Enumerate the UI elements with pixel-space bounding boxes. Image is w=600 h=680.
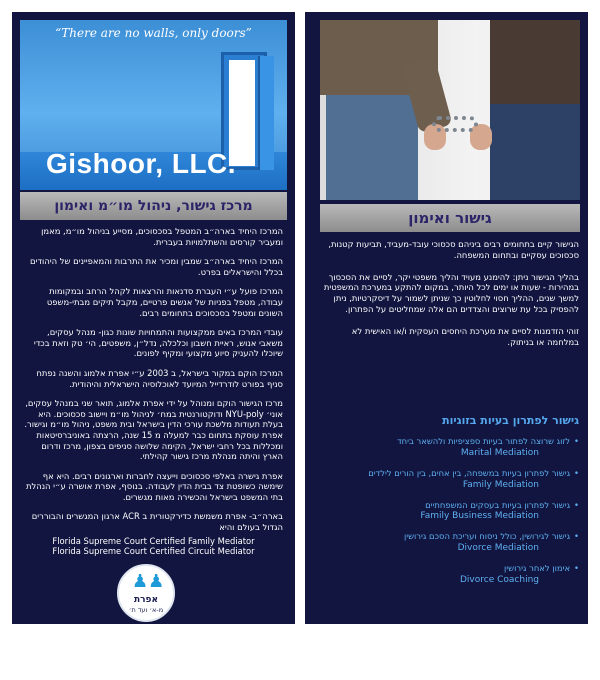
- right-title: גישור ואימון: [320, 204, 580, 232]
- hero-image: [20, 20, 287, 190]
- left-paragraph: המרכז היחיד בארה״ב שמבין ומכיר את התרבות והמאפיינים של היהודים בכלל והישראלים בפרט.: [30, 256, 283, 277]
- chain-icon: [432, 116, 478, 132]
- service-description: • גישור לפתרון בעיות בעסקים המשפחתיים: [321, 500, 579, 511]
- service-item: [321, 563, 579, 585]
- service-description: • גישור לגירושין, כולל ניסוח ועריכת הסכם גירושין: [321, 531, 579, 542]
- right-panel: [305, 12, 588, 624]
- left-paragraph: המרכז היחיד בארה״ב המטפל בסכסוכים, מסייע בניהול מו״מ, מאמן ומעביר קורסים והשתלמויות בעברית.: [41, 226, 283, 247]
- services-list: [321, 436, 579, 595]
- left-paragraph: בארה״ב- אפרת משמשת כדירקטורית ב ACR ארגון המגשרים והבוררים הגדול בעולם והיא: [31, 511, 283, 533]
- emblem-tagline: מ-א׳ ועד ת׳: [128, 606, 164, 614]
- service-description: • לזוג שרוצה לפתור בעיות ספציפיות ולהשאר ביחד: [321, 436, 579, 447]
- people-icon: ♟♟: [132, 571, 165, 592]
- service-name: Marital Mediation: [460, 447, 539, 458]
- service-item: [321, 436, 579, 458]
- service-name: Divorce Coaching: [460, 574, 539, 585]
- service-name: Family Business Mediation: [420, 511, 539, 522]
- service-item: [321, 531, 579, 553]
- service-description: • גישור לפתרון בעיות במשפחה, בין אחים, בין הורים לילדים: [321, 468, 579, 479]
- left-paragraph: המרכז פועל ע״י העברת סדנאות והרצאות לקהל הרחב ובמקומות עבודה, מטפל בפניות של אנשים פרטיים, מקבל תיקים מבתי-משפט השונים ומטפל בסכסוכים בתחומים רבים.: [46, 286, 283, 318]
- service-item: [321, 468, 579, 490]
- left-paragraph: אפרת גישרה באלפי סכסוכים וייעצה לחברות וארגונים רבים. היא אף שימשה כשופטת צד בבית הדין לעבודה. בנוסף, אפרת אושרה ע״י הנהלת בתי המשפט בישראל והכשירה מאות מגשרים.: [25, 470, 283, 502]
- credentials: [24, 536, 283, 557]
- right-body: [321, 239, 579, 358]
- credential-line: Florida Supreme Court Certified Family Mediator: [52, 535, 255, 546]
- left-paragraph: עובדי המרכז באים ממקצועות והתמחויות שונות כגון- מנהל עסקים, משאבי אנוש, ראיית חשבון וכלכלה, נדל״ן, משפטים, הי׳ טק וזאת בכדי שיוכלו להעניק סיוע מקצועי ומקיף לפונים.: [33, 327, 283, 359]
- left-panel: [12, 12, 295, 624]
- person-left-jeans: [326, 95, 418, 200]
- efrat-emblem: [117, 564, 175, 622]
- right-paragraph: זוהי הזדמנות לסיים את מערכת היחסים העסקית ו/או האישית לא במלחמה או בניתוק.: [351, 325, 579, 347]
- company-logo: Gishoor, LLC.: [46, 148, 237, 179]
- right-paragraph: בהליך הגישור ניתן: להימנע מעויד והליך משפטי יקר, לסיים את הסכסוך במהירות - שעות או ימים לכל היותר, במקום להתקע במערכת המשפטית למשך שנים, ההליך חסוי לחלוטין כך שניתן לשמור על דיסקרטיות, ניתן להפסיק בכל עת שרוצים והצדדים הם אלה שמחליטים על הפתרון.: [323, 271, 579, 314]
- service-item: [321, 500, 579, 522]
- service-name: Family Mediation: [462, 479, 539, 490]
- door-panel: [258, 56, 274, 170]
- left-paragraph: המרכז הוקם במקור בישראל, ב 2003 ע״י אפרת אלמוג והשנה נפתח סניף בפורט לודרדייל המיועד לאוכלוסיה הישראלית והיהודית.: [36, 367, 283, 389]
- credential-line: Florida Supreme Court Certified Circuit Mediator: [52, 546, 255, 557]
- service-name: Divorce Mediation: [457, 543, 539, 554]
- left-subtitle: מרכז גישור, ניהול מו״מ ואימון: [20, 192, 287, 220]
- services-heading: גישור לפתרון בעיות בזוגיות: [442, 414, 579, 427]
- service-description: • אימון לאחר גירושין: [321, 563, 579, 574]
- hero-quote: “There are no walls, only doors”: [55, 26, 252, 40]
- left-body: [24, 226, 283, 557]
- emblem-name: אפרת: [133, 595, 159, 605]
- right-paragraph: הגישור קיים בתחומים רבים ביניהם סכסוכי עובד-מעביד, תביעות קטנות, סכסוכים עסקיים ובתחום המשפחה.: [328, 239, 579, 260]
- person-right-jeans: [490, 104, 580, 200]
- person-right-shirt: [490, 20, 580, 104]
- chained-couple-photo: [320, 20, 580, 200]
- left-paragraph: מרכז הגישור הוקם ומנוהל על ידי אפרת אלמוג, תואר שני במנהל עסקים, אוני׳ NYU-poly ודוקטורנטית במח׳ לניהול מו״מ ויישוב סכסוכים. היא בעלת תעודות מלשכת עורכי הדין בישראל ובית משפט, ניהול מו״מ וגישור. אפרת עוסקת בתחום כבר למעלה מ 15 שנה, הרצתה באוניברסיטאות ומכללות בכל רחבי ישראל, הקימה שלושה סניפים בצפון, מרכז ודרום הארץ והיתה מנהלת מרכז גישור קהילתי.: [24, 398, 283, 462]
